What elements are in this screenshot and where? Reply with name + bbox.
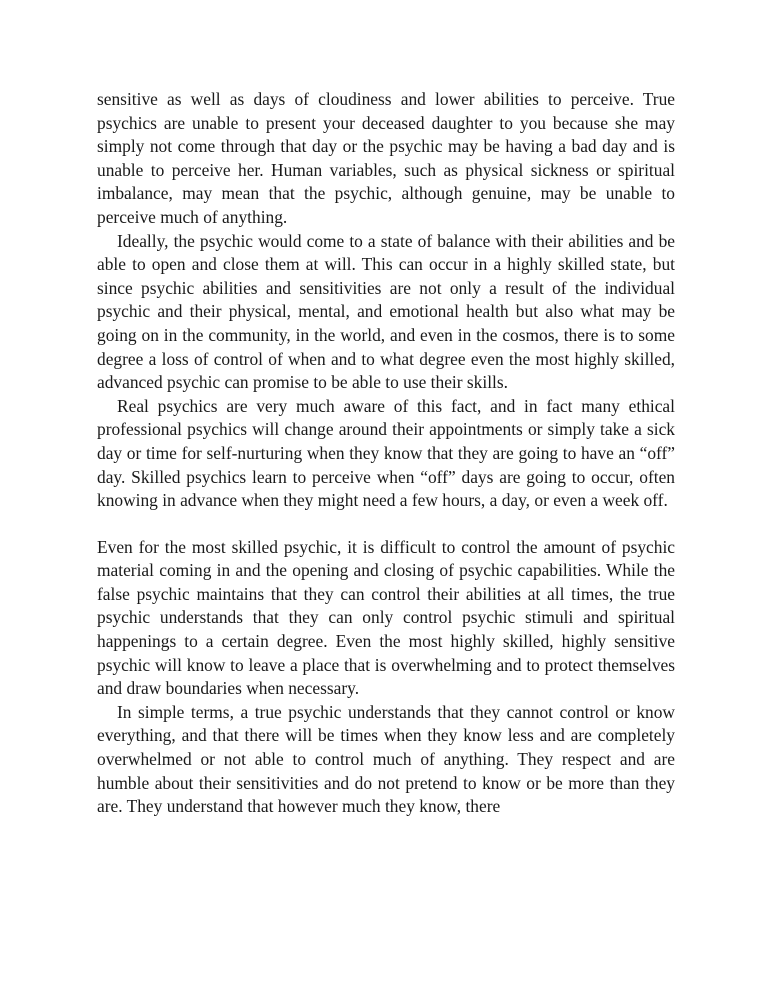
paragraph-continued: sensitive as well as days of cloudiness and lower abilities to perceive. True psychics are unable to present your deceased daughter to you because she may simply not come through that day or the psychic may be having a bad day and is unable to perceive her. Human variables, such as physical sickness or spiritual imbalance, may mean that the psychic, although genuine, may be unable to perceive much of anything. — [97, 89, 675, 227]
page-body — [97, 88, 675, 819]
paragraph-simple-terms: In simple terms, a true psychic understands that they cannot control or know everything, and that there will be times when they know less and are completely overwhelmed or not able to control much of anything. They respect and are humble about their sensitivities and do not pretend to know or be more than they are. They understand that however much they know, there — [97, 701, 675, 817]
paragraph-ideally: Ideally, the psychic would come to a state of balance with their abilities and be able to open and close them at will. This can occur in a highly skilled state, but since psychic abilities and sensitivities are not only a result of the individual psychic and their physical, mental, and emotional health but also what may be going on in the community, in the world, and even in the cosmos, there is to some degree a loss of control of when and to what degree even the most highly skilled, advanced psychic can promise to be able to use their skills. — [97, 230, 675, 393]
paragraph-section-start: Even for the most skilled psychic, it is difficult to control the amount of psychic material coming in and the opening and closing of psychic capabilities. While the false psychic maintains that they can control their abilities at all times, the true psychic understands that they can only control psychic stimuli and spiritual happenings to a certain degree. Even the most highly skilled, highly sensitive psychic will know to leave a place that is overwhelming and to protect themselves and draw boundaries when necessary. — [97, 536, 675, 699]
paragraph-real-psychics: Real psychics are very much aware of this fact, and in fact many ethical professional psychics will change around their appointments or simply take a sick day or time for self-nurturing when they know that they are going to have an “off” day. Skilled psychics learn to perceive when “off” days are going to occur, often knowing in advance when they might need a few hours, a day, or even a week off. — [97, 395, 675, 511]
